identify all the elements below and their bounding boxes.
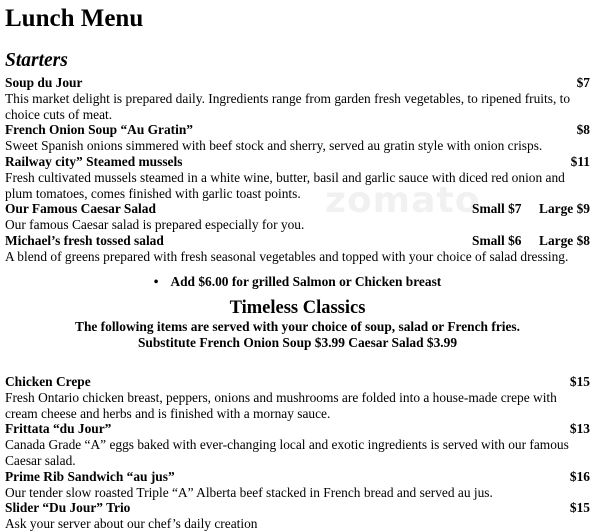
item-name: Railway city” Steamed mussels <box>5 153 183 169</box>
item-price-large: Large $8 <box>539 232 590 248</box>
item-description: A blend of greens prepared with fresh seasonal vegetables and topped with your choice of salad dressing. <box>5 248 569 264</box>
item-price-small: Small $7 <box>472 201 522 217</box>
classics-list <box>5 374 590 532</box>
menu-item-steamed-mussels <box>5 154 590 201</box>
item-description: This market delight is prepared daily. Ingredients range from garden fresh vegetables, to ripened fruits, to choice cuts of meat. <box>5 90 571 122</box>
item-description: Fresh cultivated mussels steamed in a white wine, butter, basil and garlic sauce with diced red onion and plum tomatoes, comes finished with garlic toast points. <box>5 169 565 201</box>
starters-heading: Starters <box>5 50 68 71</box>
item-description: Canada Grade “A” eggs baked with ever-changing local and exotic ingredients is served with our famous Caesar salad. <box>5 437 569 468</box>
bullet-icon: • <box>153 273 159 289</box>
item-price: $15 <box>569 500 590 516</box>
addon-text: Add $6.00 for grilled Salmon or Chicken breast <box>170 273 442 289</box>
item-name: Prime Rib Sandwich “au jus” <box>5 468 175 484</box>
menu-item-slider-trio <box>5 500 590 532</box>
item-name: Chicken Crepe <box>5 373 91 389</box>
item-price: $15 <box>569 373 590 389</box>
item-description: Our famous Caesar salad is prepared especially for you. <box>5 217 305 233</box>
item-size-prices <box>472 233 590 249</box>
menu-item-french-onion-soup <box>5 122 590 154</box>
item-description: Fresh Ontario chicken breast, peppers, onions and mushrooms are folded into a house-made crepe with cream cheese and herbs and is finished with a mornay sauce. <box>5 389 577 421</box>
item-name: Frittata “du Jour” <box>5 421 112 437</box>
item-name: Slider “Du Jour” Trio <box>5 500 131 516</box>
item-size-prices <box>472 201 590 217</box>
menu-item-chicken-crepe <box>5 374 590 421</box>
menu-item-tossed-salad <box>5 233 590 265</box>
item-name: Our Famous Caesar Salad <box>5 201 156 217</box>
item-name: Michael’s fresh tossed salad <box>5 232 164 248</box>
menu-item-prime-rib-sandwich <box>5 469 590 501</box>
item-price: $16 <box>569 468 590 484</box>
classics-heading: Timeless Classics <box>229 298 366 319</box>
item-price: $11 <box>570 153 590 169</box>
item-name: French Onion Soup “Au Gratin” <box>5 122 194 138</box>
page-title: Lunch Menu <box>5 5 144 32</box>
zomato-watermark: zomato <box>325 180 481 221</box>
item-description: Our tender slow roasted Triple “A” Alberta beef stacked in French bread and served au jus. <box>5 484 493 500</box>
item-price: $8 <box>576 122 590 138</box>
addon-note <box>5 274 590 290</box>
starters-list <box>5 75 590 265</box>
item-price: $7 <box>576 75 590 90</box>
item-description: Sweet Spanish onions simmered with beef stock and sherry, served au gratin style with onion crisps. <box>5 138 543 154</box>
item-price-large: Large $9 <box>539 201 590 217</box>
menu-item-caesar-salad <box>5 201 590 233</box>
menu-item-soup-du-jour <box>5 75 590 122</box>
item-price-small: Small $6 <box>472 232 522 248</box>
menu-page <box>5 0 590 532</box>
item-name: Soup du Jour <box>5 75 83 90</box>
item-description: Ask your server about our chef’s daily creation <box>5 516 258 532</box>
classics-note-substitute: Substitute French Onion Soup $3.99 Caesar Salad $3.99 <box>137 335 458 351</box>
classics-note-sides: The following items are served with your choice of soup, salad or French fries. <box>75 319 520 335</box>
menu-item-frittata <box>5 421 590 468</box>
item-price: $13 <box>569 421 590 437</box>
